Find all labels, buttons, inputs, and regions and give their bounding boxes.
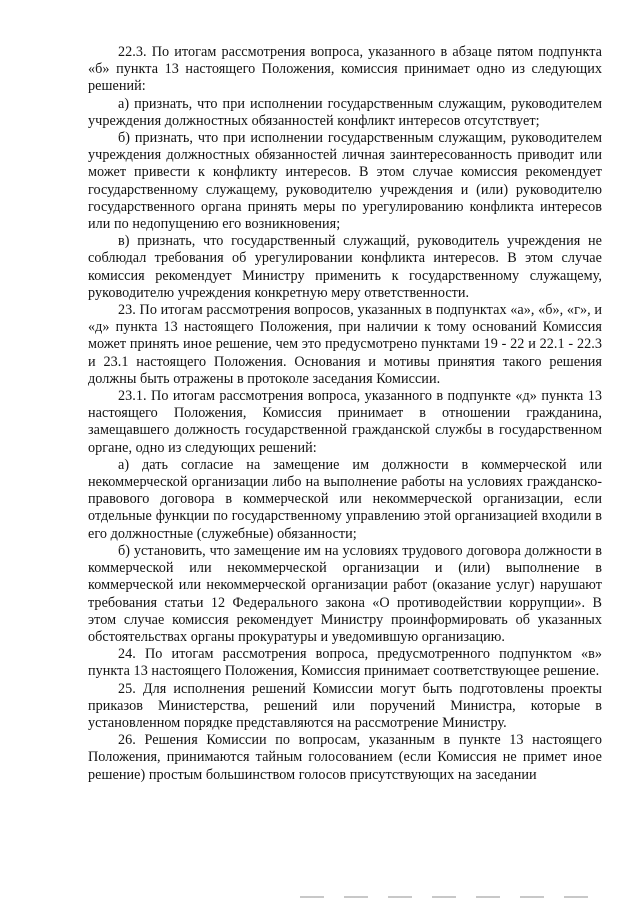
paragraph-22-3: 22.3. По итогам рассмотрения вопроса, указанного в абзаце пятом подпункта «б» пункта 13 настоящего Положения, комиссия принимает одно из следующих решений: bbox=[88, 44, 602, 95]
paragraph-22-3-a: а) признать, что при исполнении государственным служащим, руководителем учреждения должностных обязанностей конфликт интересов отсутствует; bbox=[88, 95, 602, 129]
paragraph-23-1-b: б) установить, что замещение им на условиях трудового договора должности в коммерческой или некоммерческой организации и (или) выполнение в коммерческой или некоммерческой организации работ (оказание услуг) нарушают требования статьи 12 Федерального закона «О противодействии коррупции». В этом случае комиссия рекомендует Министру проинформировать об указанных обстоятельствах органы прокуратуры и уведомившую организацию. bbox=[88, 542, 602, 645]
paragraph-23: 23. По итогам рассмотрения вопросов, указанных в подпунктах «а», «б», «г», и «д» пункта 13 настоящего Положения, при наличии к тому оснований Комиссия может принять иное решение, чем это предусмотрено пунктами 19 - 22 и 22.1 - 22.3 и 23.1 настоящего Положения. Основания и мотивы принятия такого решения должны быть отражены в протоколе заседания Комиссии. bbox=[88, 302, 602, 387]
paragraph-22-3-v: в) признать, что государственный служащий, руководитель учреждения не соблюдал требования об урегулировании конфликта интересов. В этом случае комиссия рекомендует Министру применить к государственному служащему, руководителю учреждения конкретную меру ответственности. bbox=[88, 233, 602, 301]
paragraph-23-1: 23.1. По итогам рассмотрения вопроса, указанного в подпункте «д» пункта 13 настоящего Положения, Комиссия принимает в отношении гражданина, замещавшего должность государственной гражданской службы в государственном органе, одно из следующих решений: bbox=[88, 388, 602, 456]
document-body bbox=[88, 44, 602, 784]
paragraph-26: 26. Решения Комиссии по вопросам, указанным в пункте 13 настоящего Положения, принимаются тайным голосованием (если Комиссия не примет иное решение) простым большинством голосов присутствующих на заседании bbox=[88, 732, 602, 783]
paragraph-24: 24. По итогам рассмотрения вопроса, предусмотренного подпунктом «в» пункта 13 настоящего Положения, Комиссия принимает соответствующее решение. bbox=[88, 646, 602, 680]
paragraph-22-3-b: б) признать, что при исполнении государственным служащим, руководителем учреждения должностных обязанностей личная заинтересованность приводит или может привести к конфликту интересов. В этом случае комиссия рекомендует государственному служащему, руководителю учреждения и (или) руководителю государственного органа принять меры по урегулированию конфликта интересов или по недопущению его возникновения; bbox=[88, 130, 602, 233]
paragraph-25: 25. Для исполнения решений Комиссии могут быть подготовлены проекты приказов Министерства, решений или поручений Министра, которые в установленном порядке представляются на рассмотрение Министру. bbox=[88, 680, 602, 731]
scan-edge-artifact bbox=[300, 896, 600, 898]
paragraph-23-1-a: а) дать согласие на замещение им должности в коммерческой или некоммерческой организации либо на выполнение работы на условиях гражданско-правового договора в коммерческой или некоммерческой организации, если отдельные функции по государственному управлению этой организацией входили в его должностные (служебные) обязанности; bbox=[88, 456, 602, 542]
